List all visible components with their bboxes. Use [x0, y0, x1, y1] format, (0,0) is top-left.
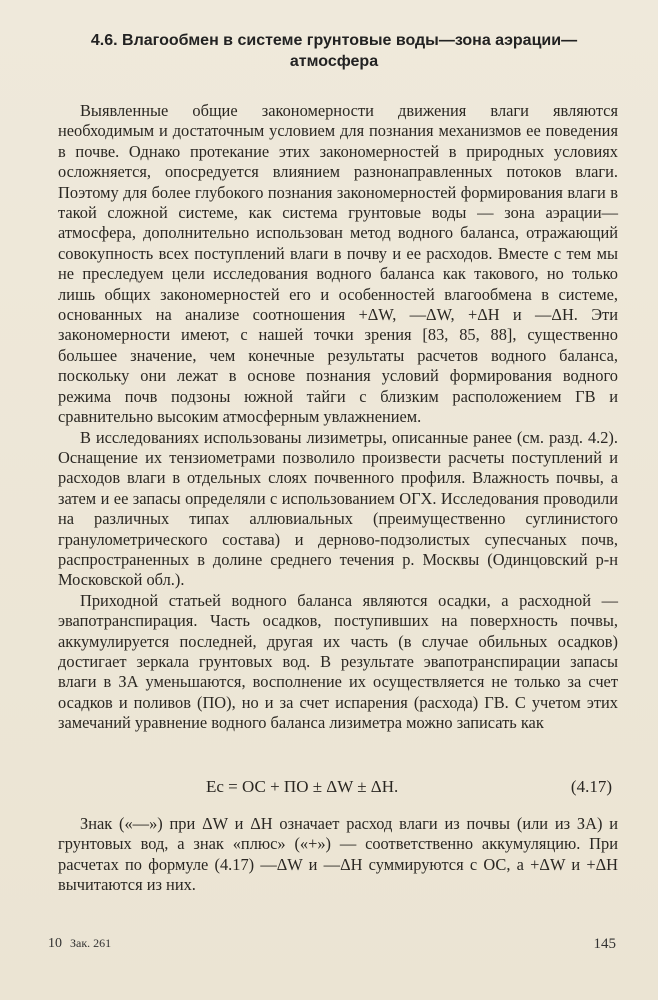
body-text [58, 101, 618, 734]
paragraph-3: Приходной статьей водного баланса являются осадки, а расходной — эвапотранспирация. Часть осадков, поступивших на поверхность почвы, аккумулируется последней, другая их часть (в случае обильных осадков) достигает зеркала грунтовых вод. В результате эвапотранспирации запасы влаги в ЗА уменьшаются, восполнение их осуществляется не только за счет осадков и поливов (ПО), но и за счет испарения (расхода) ГВ. С учетом этих замечаний уравнение водного баланса лизиметра можно записать как [58, 590, 618, 733]
signature-number: 10 [48, 936, 62, 951]
section-heading [40, 30, 628, 72]
order-code: Зак. 261 [70, 936, 112, 950]
paragraph-1: Выявленные общие закономерности движения влаги являются необходимым и достаточным условием для познания механизмов ее поведения в почве. Однако протекание этих закономерностей в природных условиях осложняется, опосредуется влиянием разнонаправленных потоков влаги. Поэтому для более глубокого познания закономерностей формирования влаги в такой сложной системе, как система грунтовые воды — зона аэрации—атмосфера, дополнительно использован метод водного баланса, отражающий совокупность всех поступлений влаги в почву и ее расходов. Вместе с тем мы не преследуем цели исследования водного баланса как такового, но только лишь общих закономерностей его и особенностей влагообмена в системе, основанных на анализе соотношения +ΔW, —ΔW, +ΔH и —ΔH. Эти закономерности имеют, с нашей точки зрения [83, 85, 88], существенно большее значение, чем конечные результаты расчетов водного баланса, поскольку они лежат в основе познания условий формирования водного режима почв подзоны южной тайги с близким расположением ГВ и сравнительно высоким атмосферным увлажнением. [58, 101, 618, 427]
footer-signature [48, 936, 111, 952]
heading-line-1: 4.6. Влагообмен в системе грунтовые воды—зона аэрации— [90, 32, 578, 49]
heading-line-2: атмосфера [289, 53, 379, 70]
paragraph-4: Знак («—») при ΔW и ΔH означает расход влаги из почвы (или из ЗА) и грунтовых вод, а знак «плюс» («+») — соответственно аккумуляцию. При расчетах по формуле (4.17) —ΔW и —ΔH суммируются с ОС, а +ΔW и +ΔH вычитаются из них. [58, 814, 618, 895]
equation-formula: Eс = ОС + ПО ± ΔW ± ΔH. [206, 777, 399, 796]
body-text-after-equation [58, 814, 618, 896]
page-number: 145 [593, 936, 616, 952]
equation-number: (4.17) [570, 777, 612, 796]
paragraph-2: В исследованиях использованы лизиметры, описанные ранее (см. разд. 4.2). Оснащение их тензиометрами позволило произвести расчеты поступлений и расходов влаги в отдельных слоях почвенного профиля. Влажность почвы, а затем и ее запасы определяли с использованием ОГХ. Исследования проводили на различных типах аллювиальных (преимущественно суглинистого гранулометрического состава) и дерново-подзолистых супесчаных почв, распространенных в долине среднего течения р. Москвы (Одинцовский р-н Московской обл.). [58, 427, 618, 590]
